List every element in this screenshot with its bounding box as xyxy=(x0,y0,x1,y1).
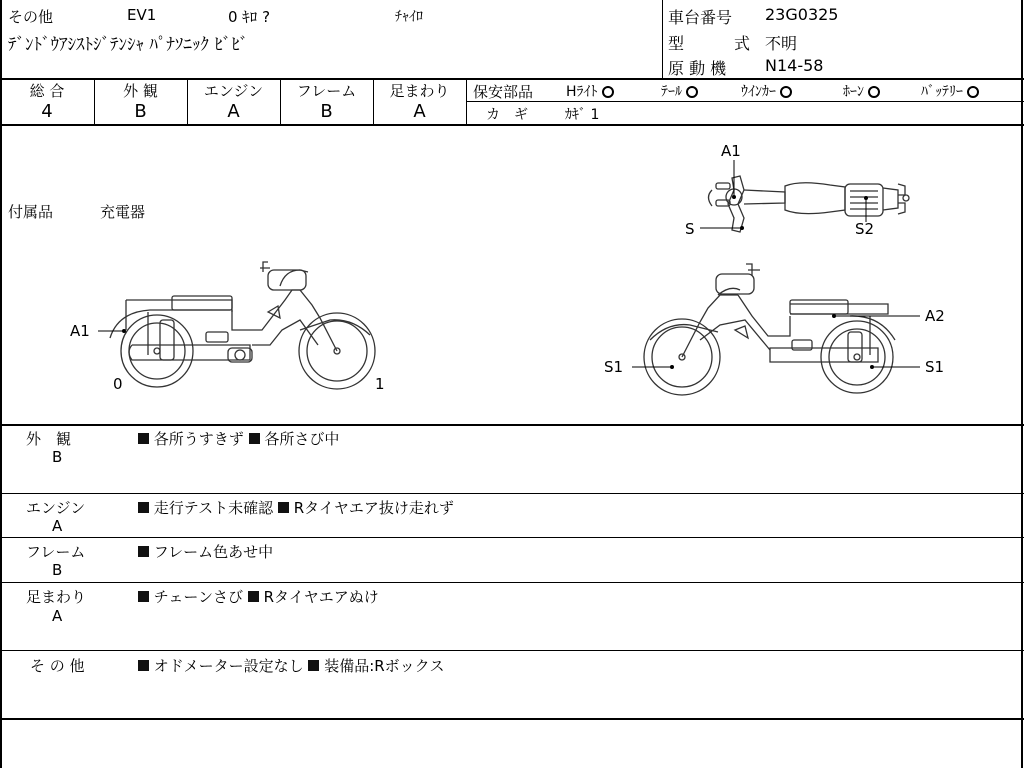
page-border-right xyxy=(1021,0,1023,768)
type-label-1: 型 xyxy=(668,34,685,53)
safety-divider xyxy=(467,101,1024,102)
bike-right-side-view xyxy=(0,124,1024,424)
frame-no-label: 車台番号 xyxy=(668,8,733,27)
comment-note: フレーム色あせ中 xyxy=(153,543,274,561)
comment-title-suspension: 足まわり xyxy=(26,588,87,606)
diagram-label: 0 xyxy=(113,375,123,393)
ok-circle-icon xyxy=(868,86,880,98)
diagram-label: A2 xyxy=(925,307,945,325)
grade-engine: A xyxy=(227,101,240,122)
grade-header-engine: エンジン xyxy=(203,82,264,100)
color: ﾁｬｲﾛ xyxy=(395,9,423,25)
mileage: 0 ｷﾛ ? xyxy=(228,8,271,26)
comment-notes-engine xyxy=(138,497,454,518)
bullet-square-icon xyxy=(249,433,260,444)
accessories-value: 充電器 xyxy=(100,203,146,221)
grade-col-divider xyxy=(466,79,467,125)
comment-grade-engine: A xyxy=(52,517,63,535)
diagram-label: A1 xyxy=(70,322,90,340)
comment-divider xyxy=(0,493,1024,494)
diagram-label: A1 xyxy=(721,142,741,160)
grade-overall: 4 xyxy=(41,101,53,122)
diagram-label: S2 xyxy=(855,220,875,238)
safety-item-label: ﾎｰﾝ xyxy=(843,84,864,100)
comment-notes-other xyxy=(138,655,445,676)
header-divider xyxy=(662,0,663,78)
comment-note: オドメーター設定なし xyxy=(153,657,304,675)
comment-divider xyxy=(0,650,1024,651)
safety-item-label: ﾃｰﾙ xyxy=(661,84,682,100)
comment-title-engine: エンジン xyxy=(26,499,86,517)
type-value: 不明 xyxy=(765,34,798,53)
comment-note: 走行テスト未確認 xyxy=(153,499,274,517)
comment-grade-exterior: B xyxy=(52,448,63,466)
grade-header-overall: 総 合 xyxy=(29,82,65,100)
ok-circle-icon xyxy=(602,86,614,98)
comment-title-exterior: 外 観 xyxy=(26,430,72,448)
comment-divider xyxy=(0,582,1024,583)
engine-value: N14-58 xyxy=(765,56,824,75)
bullet-square-icon xyxy=(138,591,149,602)
comment-grade-frame: B xyxy=(52,561,63,579)
diagram-label: S1 xyxy=(604,358,624,376)
diagram-label: S xyxy=(685,220,695,238)
diagram-label: 1 xyxy=(375,375,385,393)
safety-label: 保安部品 xyxy=(473,83,534,101)
grade-frame: B xyxy=(320,101,333,122)
key-value: ｶｷﾞ 1 xyxy=(565,107,600,123)
comment-notes-suspension xyxy=(138,586,379,607)
comment-divider xyxy=(0,537,1024,538)
comment-note: Rタイヤエア抜け走れず xyxy=(293,499,454,517)
bullet-square-icon xyxy=(308,660,319,671)
bullet-square-icon xyxy=(138,433,149,444)
model-name: ﾃﾞﾝﾄﾞｳｱｼｽﾄｼﾞﾃﾝｼｬ ﾊﾟﾅｿﾆｯｸ ﾋﾞﾋﾞ xyxy=(8,35,249,55)
safety-item-headlight xyxy=(566,81,614,101)
comment-notes-frame xyxy=(138,541,273,562)
bullet-square-icon xyxy=(278,502,289,513)
bullet-square-icon xyxy=(248,591,259,602)
safety-item-label: ﾊﾞｯﾃﾘｰ xyxy=(921,84,963,100)
bullet-square-icon xyxy=(138,502,149,513)
comment-title-frame: フレーム xyxy=(26,543,86,561)
grade-header-exterior: 外 観 xyxy=(123,82,158,100)
bullet-square-icon xyxy=(138,546,149,557)
page-border-left xyxy=(0,0,2,768)
safety-item-taillight xyxy=(661,81,698,101)
comment-note: 各所さび中 xyxy=(264,430,340,448)
safety-item-label: ｳｲﾝｶｰ xyxy=(741,84,776,100)
ok-circle-icon xyxy=(686,86,698,98)
model-code: EV1 xyxy=(127,6,157,24)
engine-label: 原 動 機 xyxy=(668,59,727,78)
ok-circle-icon xyxy=(780,86,792,98)
safety-item-horn xyxy=(843,81,880,101)
safety-item-label: Hﾗｲﾄ xyxy=(566,84,598,100)
comments-bottom-border xyxy=(0,718,1024,720)
comments-top-border xyxy=(0,424,1024,426)
comment-note: 各所うすきず xyxy=(153,430,244,448)
comment-note: 装備品:Rボックス xyxy=(324,657,445,675)
type-label-2: 式 xyxy=(734,34,751,53)
safety-item-winker xyxy=(741,81,792,101)
grade-header-frame: フレーム xyxy=(296,82,357,100)
ok-circle-icon xyxy=(967,86,979,98)
frame-no: 23G0325 xyxy=(765,5,839,24)
comment-title-other: そ の 他 xyxy=(30,657,85,675)
bullet-square-icon xyxy=(138,660,149,671)
accessories-label: 付属品 xyxy=(8,203,54,221)
comment-note: Rタイヤエアぬけ xyxy=(263,588,379,606)
safety-item-battery xyxy=(921,81,979,101)
key-label: カ ギ xyxy=(486,107,528,123)
comment-note: チェーンさび xyxy=(153,588,244,606)
diagram-label: S1 xyxy=(925,358,945,376)
category: その他 xyxy=(8,8,54,26)
comment-grade-suspension: A xyxy=(52,607,63,625)
grade-exterior: B xyxy=(134,101,147,122)
comment-notes-exterior xyxy=(138,428,339,449)
grade-suspension: A xyxy=(413,101,426,122)
grade-header-suspension: 足まわり xyxy=(389,82,450,100)
